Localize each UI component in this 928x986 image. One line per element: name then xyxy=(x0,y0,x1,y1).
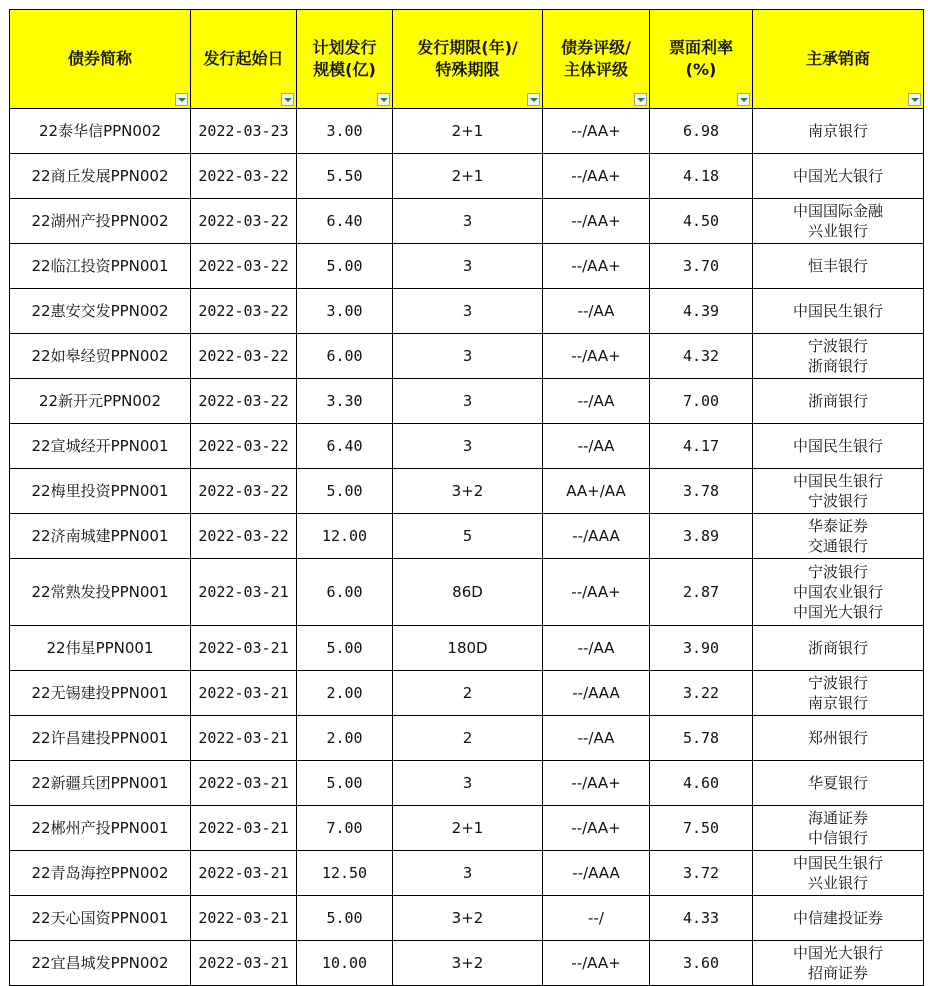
bond-name-cell: 22天心国资PPN001 xyxy=(10,896,191,941)
header-label: 票面利率 (%) xyxy=(668,38,733,79)
table-row xyxy=(10,896,924,941)
planned-size-cell: 2.00 xyxy=(297,716,393,761)
header-label: 计划发行 规模(亿) xyxy=(312,38,377,79)
underwriter-cell: 中国民生银行 兴业银行 xyxy=(753,851,924,896)
underwriter-cell: 宁波银行 中国农业银行 中国光大银行 xyxy=(753,559,924,626)
table-row xyxy=(10,716,924,761)
rating-cell: --/AA xyxy=(543,379,650,424)
bond-name-cell: 22许昌建投PPN001 xyxy=(10,716,191,761)
header-lead-underwriter xyxy=(753,10,924,109)
table-row xyxy=(10,851,924,896)
planned-size-cell: 7.00 xyxy=(297,806,393,851)
issue-date-cell: 2022-03-21 xyxy=(191,716,297,761)
coupon-rate-cell: 4.18 xyxy=(650,154,753,199)
rating-cell: --/AA+ xyxy=(543,244,650,289)
planned-size-cell: 3.00 xyxy=(297,109,393,154)
header-label: 发行期限(年)/ 特殊期限 xyxy=(417,38,518,79)
underwriter-cell: 中国民生银行 xyxy=(753,289,924,334)
rating-cell: --/AA+ xyxy=(543,109,650,154)
rating-cell: --/AA xyxy=(543,626,650,671)
term-cell: 3 xyxy=(393,379,543,424)
issue-date-cell: 2022-03-22 xyxy=(191,379,297,424)
term-cell: 2 xyxy=(393,716,543,761)
planned-size-cell: 5.50 xyxy=(297,154,393,199)
planned-size-cell: 5.00 xyxy=(297,761,393,806)
bond-name-cell: 22泰华信PPN002 xyxy=(10,109,191,154)
term-cell: 3 xyxy=(393,851,543,896)
issue-date-cell: 2022-03-22 xyxy=(191,199,297,244)
table-body xyxy=(10,109,924,986)
filter-dropdown-icon[interactable] xyxy=(377,93,390,106)
bond-name-cell: 22临江投资PPN001 xyxy=(10,244,191,289)
rating-cell: --/AA xyxy=(543,716,650,761)
issue-date-cell: 2022-03-21 xyxy=(191,896,297,941)
term-cell: 180D xyxy=(393,626,543,671)
planned-size-cell: 6.40 xyxy=(297,424,393,469)
table-row xyxy=(10,559,924,626)
table-row xyxy=(10,761,924,806)
term-cell: 3 xyxy=(393,424,543,469)
rating-cell: --/AA+ xyxy=(543,761,650,806)
term-cell: 3 xyxy=(393,199,543,244)
planned-size-cell: 12.00 xyxy=(297,514,393,559)
issue-date-cell: 2022-03-21 xyxy=(191,559,297,626)
planned-size-cell: 6.40 xyxy=(297,199,393,244)
table-row xyxy=(10,379,924,424)
coupon-rate-cell: 4.33 xyxy=(650,896,753,941)
bond-name-cell: 22如皋经贸PPN002 xyxy=(10,334,191,379)
term-cell: 5 xyxy=(393,514,543,559)
issue-date-cell: 2022-03-21 xyxy=(191,806,297,851)
bond-name-cell: 22宣城经开PPN001 xyxy=(10,424,191,469)
table-row xyxy=(10,626,924,671)
coupon-rate-cell: 3.78 xyxy=(650,469,753,514)
rating-cell: AA+/AA xyxy=(543,469,650,514)
coupon-rate-cell: 3.72 xyxy=(650,851,753,896)
rating-cell: --/AA xyxy=(543,289,650,334)
rating-cell: --/AA+ xyxy=(543,806,650,851)
issue-date-cell: 2022-03-21 xyxy=(191,761,297,806)
issue-date-cell: 2022-03-21 xyxy=(191,671,297,716)
header-rating xyxy=(543,10,650,109)
bond-name-cell: 22济南城建PPN001 xyxy=(10,514,191,559)
coupon-rate-cell: 3.60 xyxy=(650,941,753,986)
term-cell: 86D xyxy=(393,559,543,626)
header-coupon-rate xyxy=(650,10,753,109)
coupon-rate-cell: 3.89 xyxy=(650,514,753,559)
planned-size-cell: 6.00 xyxy=(297,334,393,379)
bond-name-cell: 22惠安交发PPN002 xyxy=(10,289,191,334)
bond-name-cell: 22常熟发投PPN001 xyxy=(10,559,191,626)
table-row xyxy=(10,424,924,469)
header-planned-size xyxy=(297,10,393,109)
filter-dropdown-icon[interactable] xyxy=(908,93,921,106)
issue-date-cell: 2022-03-21 xyxy=(191,851,297,896)
issue-date-cell: 2022-03-22 xyxy=(191,244,297,289)
underwriter-cell: 海通证券 中信银行 xyxy=(753,806,924,851)
table-row xyxy=(10,671,924,716)
rating-cell: --/AA xyxy=(543,424,650,469)
term-cell: 3 xyxy=(393,289,543,334)
underwriter-cell: 中国民生银行 宁波银行 xyxy=(753,469,924,514)
underwriter-cell: 中国民生银行 xyxy=(753,424,924,469)
filter-dropdown-icon[interactable] xyxy=(527,93,540,106)
rating-cell: --/AAA xyxy=(543,514,650,559)
table-row xyxy=(10,806,924,851)
table-row xyxy=(10,334,924,379)
coupon-rate-cell: 6.98 xyxy=(650,109,753,154)
term-cell: 2+1 xyxy=(393,806,543,851)
rating-cell: --/AAA xyxy=(543,671,650,716)
planned-size-cell: 5.00 xyxy=(297,244,393,289)
bond-name-cell: 22青岛海控PPN002 xyxy=(10,851,191,896)
table-row xyxy=(10,941,924,986)
filter-dropdown-icon[interactable] xyxy=(175,93,188,106)
planned-size-cell: 3.00 xyxy=(297,289,393,334)
planned-size-cell: 10.00 xyxy=(297,941,393,986)
coupon-rate-cell: 4.50 xyxy=(650,199,753,244)
bond-name-cell: 22伟星PPN001 xyxy=(10,626,191,671)
coupon-rate-cell: 7.50 xyxy=(650,806,753,851)
bond-issuance-table xyxy=(9,9,924,986)
rating-cell: --/AA+ xyxy=(543,941,650,986)
coupon-rate-cell: 2.87 xyxy=(650,559,753,626)
planned-size-cell: 5.00 xyxy=(297,469,393,514)
coupon-rate-cell: 5.78 xyxy=(650,716,753,761)
bond-name-cell: 22梅里投资PPN001 xyxy=(10,469,191,514)
underwriter-cell: 中信建投证券 xyxy=(753,896,924,941)
filter-dropdown-icon[interactable] xyxy=(634,93,647,106)
planned-size-cell: 6.00 xyxy=(297,559,393,626)
planned-size-cell: 2.00 xyxy=(297,671,393,716)
planned-size-cell: 12.50 xyxy=(297,851,393,896)
underwriter-cell: 中国光大银行 招商证券 xyxy=(753,941,924,986)
issue-date-cell: 2022-03-22 xyxy=(191,469,297,514)
coupon-rate-cell: 4.32 xyxy=(650,334,753,379)
issue-date-cell: 2022-03-22 xyxy=(191,334,297,379)
header-label: 债券简称 xyxy=(67,49,132,68)
term-cell: 3 xyxy=(393,334,543,379)
rating-cell: --/AA+ xyxy=(543,334,650,379)
bond-name-cell: 22新疆兵团PPN001 xyxy=(10,761,191,806)
issue-date-cell: 2022-03-22 xyxy=(191,424,297,469)
underwriter-cell: 南京银行 xyxy=(753,109,924,154)
underwriter-cell: 恒丰银行 xyxy=(753,244,924,289)
coupon-rate-cell: 4.39 xyxy=(650,289,753,334)
underwriter-cell: 郑州银行 xyxy=(753,716,924,761)
header-bond-name xyxy=(10,10,191,109)
coupon-rate-cell: 4.60 xyxy=(650,761,753,806)
table-row xyxy=(10,469,924,514)
underwriter-cell: 宁波银行 南京银行 xyxy=(753,671,924,716)
bond-name-cell: 22郴州产投PPN001 xyxy=(10,806,191,851)
bond-name-cell: 22无锡建投PPN001 xyxy=(10,671,191,716)
issue-date-cell: 2022-03-21 xyxy=(191,626,297,671)
table-row xyxy=(10,109,924,154)
issue-date-cell: 2022-03-21 xyxy=(191,941,297,986)
rating-cell: --/AA+ xyxy=(543,199,650,244)
underwriter-cell: 宁波银行 浙商银行 xyxy=(753,334,924,379)
term-cell: 2+1 xyxy=(393,109,543,154)
issue-date-cell: 2022-03-22 xyxy=(191,514,297,559)
filter-dropdown-icon[interactable] xyxy=(281,93,294,106)
coupon-rate-cell: 7.00 xyxy=(650,379,753,424)
planned-size-cell: 3.30 xyxy=(297,379,393,424)
table-row xyxy=(10,199,924,244)
term-cell: 3 xyxy=(393,244,543,289)
coupon-rate-cell: 3.22 xyxy=(650,671,753,716)
header-term xyxy=(393,10,543,109)
underwriter-cell: 中国国际金融 兴业银行 xyxy=(753,199,924,244)
header-label: 债券评级/ 主体评级 xyxy=(561,38,631,79)
table-row xyxy=(10,244,924,289)
bond-name-cell: 22湖州产投PPN002 xyxy=(10,199,191,244)
term-cell: 2 xyxy=(393,671,543,716)
rating-cell: --/AA+ xyxy=(543,559,650,626)
issue-date-cell: 2022-03-22 xyxy=(191,154,297,199)
issue-date-cell: 2022-03-23 xyxy=(191,109,297,154)
term-cell: 3 xyxy=(393,761,543,806)
header-label: 主承销商 xyxy=(805,49,870,68)
table-row xyxy=(10,289,924,334)
header-issue-start-date xyxy=(191,10,297,109)
term-cell: 2+1 xyxy=(393,154,543,199)
term-cell: 3+2 xyxy=(393,469,543,514)
underwriter-cell: 浙商银行 xyxy=(753,626,924,671)
bond-name-cell: 22宜昌城发PPN002 xyxy=(10,941,191,986)
term-cell: 3+2 xyxy=(393,896,543,941)
underwriter-cell: 华泰证券 交通银行 xyxy=(753,514,924,559)
rating-cell: --/ xyxy=(543,896,650,941)
planned-size-cell: 5.00 xyxy=(297,896,393,941)
bond-name-cell: 22商丘发展PPN002 xyxy=(10,154,191,199)
coupon-rate-cell: 4.17 xyxy=(650,424,753,469)
coupon-rate-cell: 3.70 xyxy=(650,244,753,289)
underwriter-cell: 中国光大银行 xyxy=(753,154,924,199)
header-label: 发行起始日 xyxy=(203,49,284,68)
planned-size-cell: 5.00 xyxy=(297,626,393,671)
header-row xyxy=(10,10,924,109)
issue-date-cell: 2022-03-22 xyxy=(191,289,297,334)
underwriter-cell: 华夏银行 xyxy=(753,761,924,806)
underwriter-cell: 浙商银行 xyxy=(753,379,924,424)
rating-cell: --/AA+ xyxy=(543,154,650,199)
coupon-rate-cell: 3.90 xyxy=(650,626,753,671)
bond-name-cell: 22新开元PPN002 xyxy=(10,379,191,424)
table-row xyxy=(10,514,924,559)
rating-cell: --/AAA xyxy=(543,851,650,896)
term-cell: 3+2 xyxy=(393,941,543,986)
table-row xyxy=(10,154,924,199)
filter-dropdown-icon[interactable] xyxy=(737,93,750,106)
